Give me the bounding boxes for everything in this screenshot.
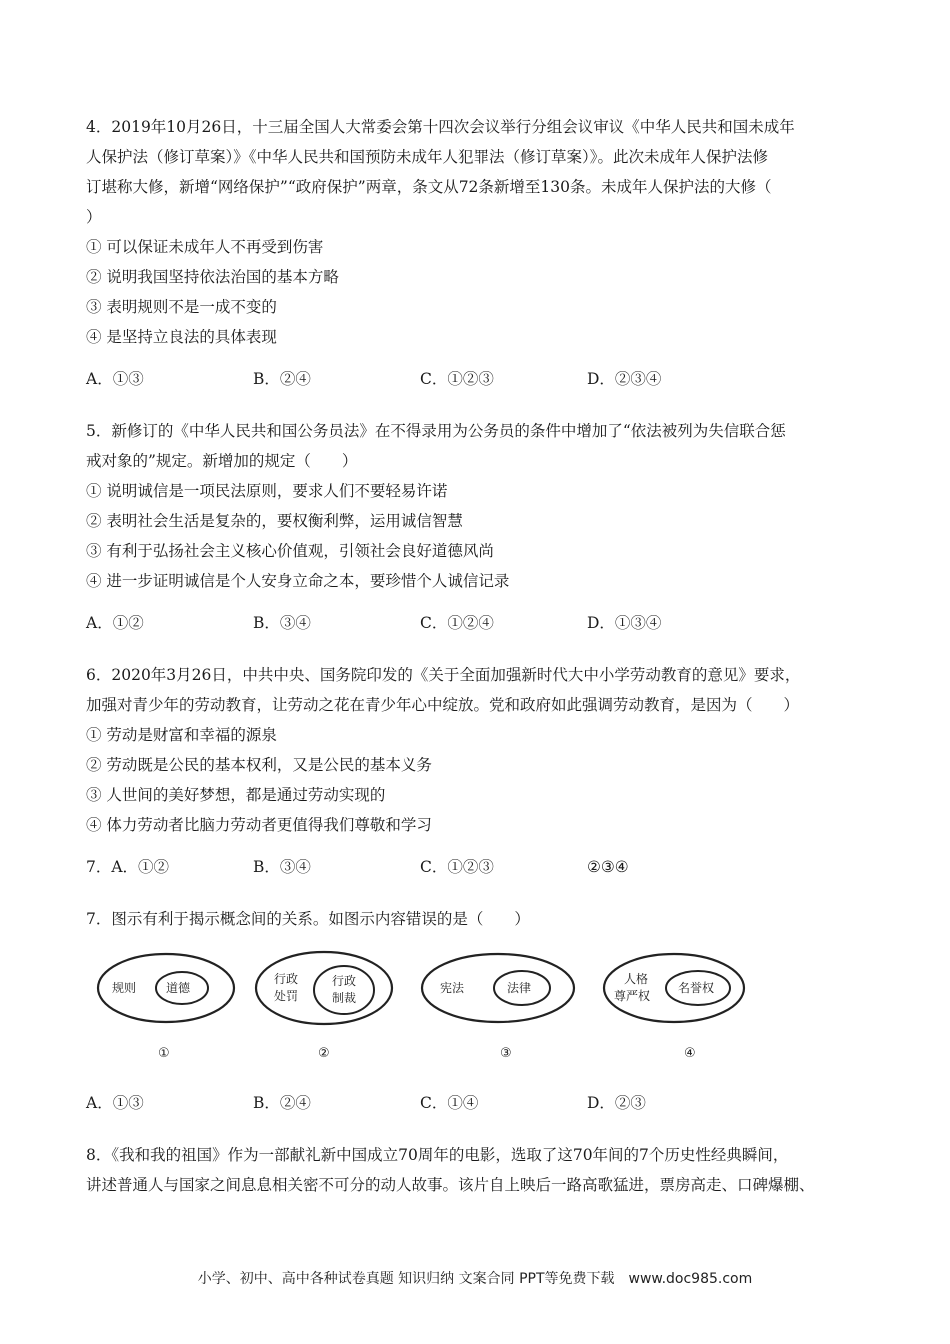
figure-number-label: ④ [684, 1046, 696, 1061]
answer-choices [86, 1088, 876, 1118]
question-stem-line: 人保护法（修订草案）》《中华人民共和国预防未成年人犯罪法（修订草案）》。此次未成年人保护法修 [86, 148, 769, 166]
option-item: ② 劳动既是公民的基本权利，又是公民的基本义务 [86, 756, 432, 774]
page-footer: 小学、初中、高中各种试卷真题 知识归纳 文案合同 PPT等免费下载 www.doc985.com [197, 1271, 753, 1287]
choice-d: D．①③④ [587, 614, 662, 632]
answer-choices [86, 364, 876, 394]
question-7-figures [86, 904, 876, 1118]
inner-concept-label: 名誉权 [678, 981, 715, 995]
option-item: ③ 人世间的美好梦想，都是通过劳动实现的 [86, 786, 386, 804]
choice-b: B．③④ [253, 858, 311, 876]
outer-concept-label-line2: 尊严权 [614, 989, 651, 1003]
choice-b: B．②④ [253, 370, 311, 388]
choice-c: C．①②③ [420, 370, 494, 388]
figure-number-label: ① [158, 1046, 170, 1061]
outer-concept-label-line1: 行政 [274, 972, 299, 986]
figure-number-label: ② [318, 1046, 330, 1061]
option-item: ④ 是坚持立良法的具体表现 [86, 328, 277, 346]
choice-a: A．①③ [86, 1094, 144, 1112]
outer-concept-label-line1: 人格 [624, 972, 649, 986]
question-6 [86, 660, 876, 882]
question-stem-line: 加强对青少年的劳动教育，让劳动之花在青少年心中绽放。党和政府如此强调劳动教育，是因为（ ） [86, 696, 800, 714]
concept-diagram-3 [418, 950, 578, 1070]
inner-concept-label-line2: 制裁 [332, 991, 357, 1005]
concept-diagram-1 [92, 950, 242, 1070]
question-stem-line: 戒对象的”规定。新增加的规定（ ） [86, 452, 358, 470]
choice-a: 7．A．①② [86, 858, 170, 876]
choice-d: D．②③ [587, 1094, 646, 1112]
question-stem-line: 8．《我和我的祖国》作为一部献礼新中国成立70周年的电影，选取了这70年间的7个历史性经典瞬间， [86, 1146, 789, 1164]
question-stem-line: 订堪称大修，新增“网络保护”“政府保护”两章，条文从72条新增至130条。未成年人保护法的大修（ [86, 178, 772, 196]
choice-c: C．①④ [420, 1094, 479, 1112]
option-item: ① 说明诚信是一项民法原则，要求人们不要轻易许诺 [86, 482, 448, 500]
choice-c: C．①②③ [420, 858, 494, 876]
exam-page [86, 112, 876, 1200]
question-stem-line: 4．2019年10月26日，十三届全国人大常委会第十四次会议举行分组会议审议《中华人民共和国未成年 [86, 118, 795, 136]
choice-d: ②③④ [587, 858, 629, 876]
choice-b: B．②④ [253, 1094, 311, 1112]
option-item: ③ 有利于弘扬社会主义核心价值观，引领社会良好道德风尚 [86, 542, 494, 560]
question-8 [86, 1140, 876, 1200]
concept-diagram-2 [252, 950, 402, 1070]
question-stem-line: ） [86, 208, 102, 226]
question-stem-line: 7．图示有利于揭示概念间的关系。如图示内容错误的是（ ） [86, 910, 530, 928]
concept-diagram-4 [602, 950, 752, 1070]
choice-d: D．②③④ [587, 370, 662, 388]
option-item: ④ 进一步证明诚信是个人安身立命之本，要珍惜个人诚信记录 [86, 572, 510, 590]
option-item: ④ 体力劳动者比脑力劳动者更值得我们尊敬和学习 [86, 816, 432, 834]
question-stem-line: 5．新修订的《中华人民共和国公务员法》在不得录用为公务员的条件中增加了“依法被列为失信联合惩 [86, 422, 786, 440]
figure-number-label: ③ [500, 1046, 512, 1061]
inner-concept-label: 道德 [166, 981, 191, 995]
question-stem-line: 讲述普通人与国家之间息息相关密不可分的动人故事。该片自上映后一路高歌猛进，票房高走、口碑爆棚、 [86, 1176, 815, 1194]
option-item: ③ 表明规则不是一成不变的 [86, 298, 277, 316]
question-stem-line: 6．2020年3月26日，中共中央、国务院印发的《关于全面加强新时代大中小学劳动教育的意见》要求， [86, 666, 801, 684]
outer-concept-label-line2: 处罚 [274, 989, 299, 1003]
option-item: ② 表明社会生活是复杂的，要权衡利弊，运用诚信智慧 [86, 512, 463, 530]
inner-concept-label: 法律 [507, 981, 532, 995]
answer-choices [86, 608, 876, 638]
choice-c: C．①②④ [420, 614, 494, 632]
concept-diagram-row [86, 950, 876, 1080]
option-item: ① 可以保证未成年人不再受到伤害 [86, 238, 324, 256]
question-4 [86, 112, 876, 394]
choice-b: B．③④ [253, 614, 311, 632]
outer-concept-label: 规则 [112, 981, 137, 995]
option-item: ① 劳动是财富和幸福的源泉 [86, 726, 277, 744]
option-item: ② 说明我国坚持依法治国的基本方略 [86, 268, 339, 286]
answer-choices [86, 852, 876, 882]
question-5 [86, 416, 876, 638]
choice-a: A．①② [86, 614, 144, 632]
outer-concept-label: 宪法 [440, 981, 465, 995]
inner-concept-label-line1: 行政 [332, 974, 357, 988]
choice-a: A．①③ [86, 370, 144, 388]
